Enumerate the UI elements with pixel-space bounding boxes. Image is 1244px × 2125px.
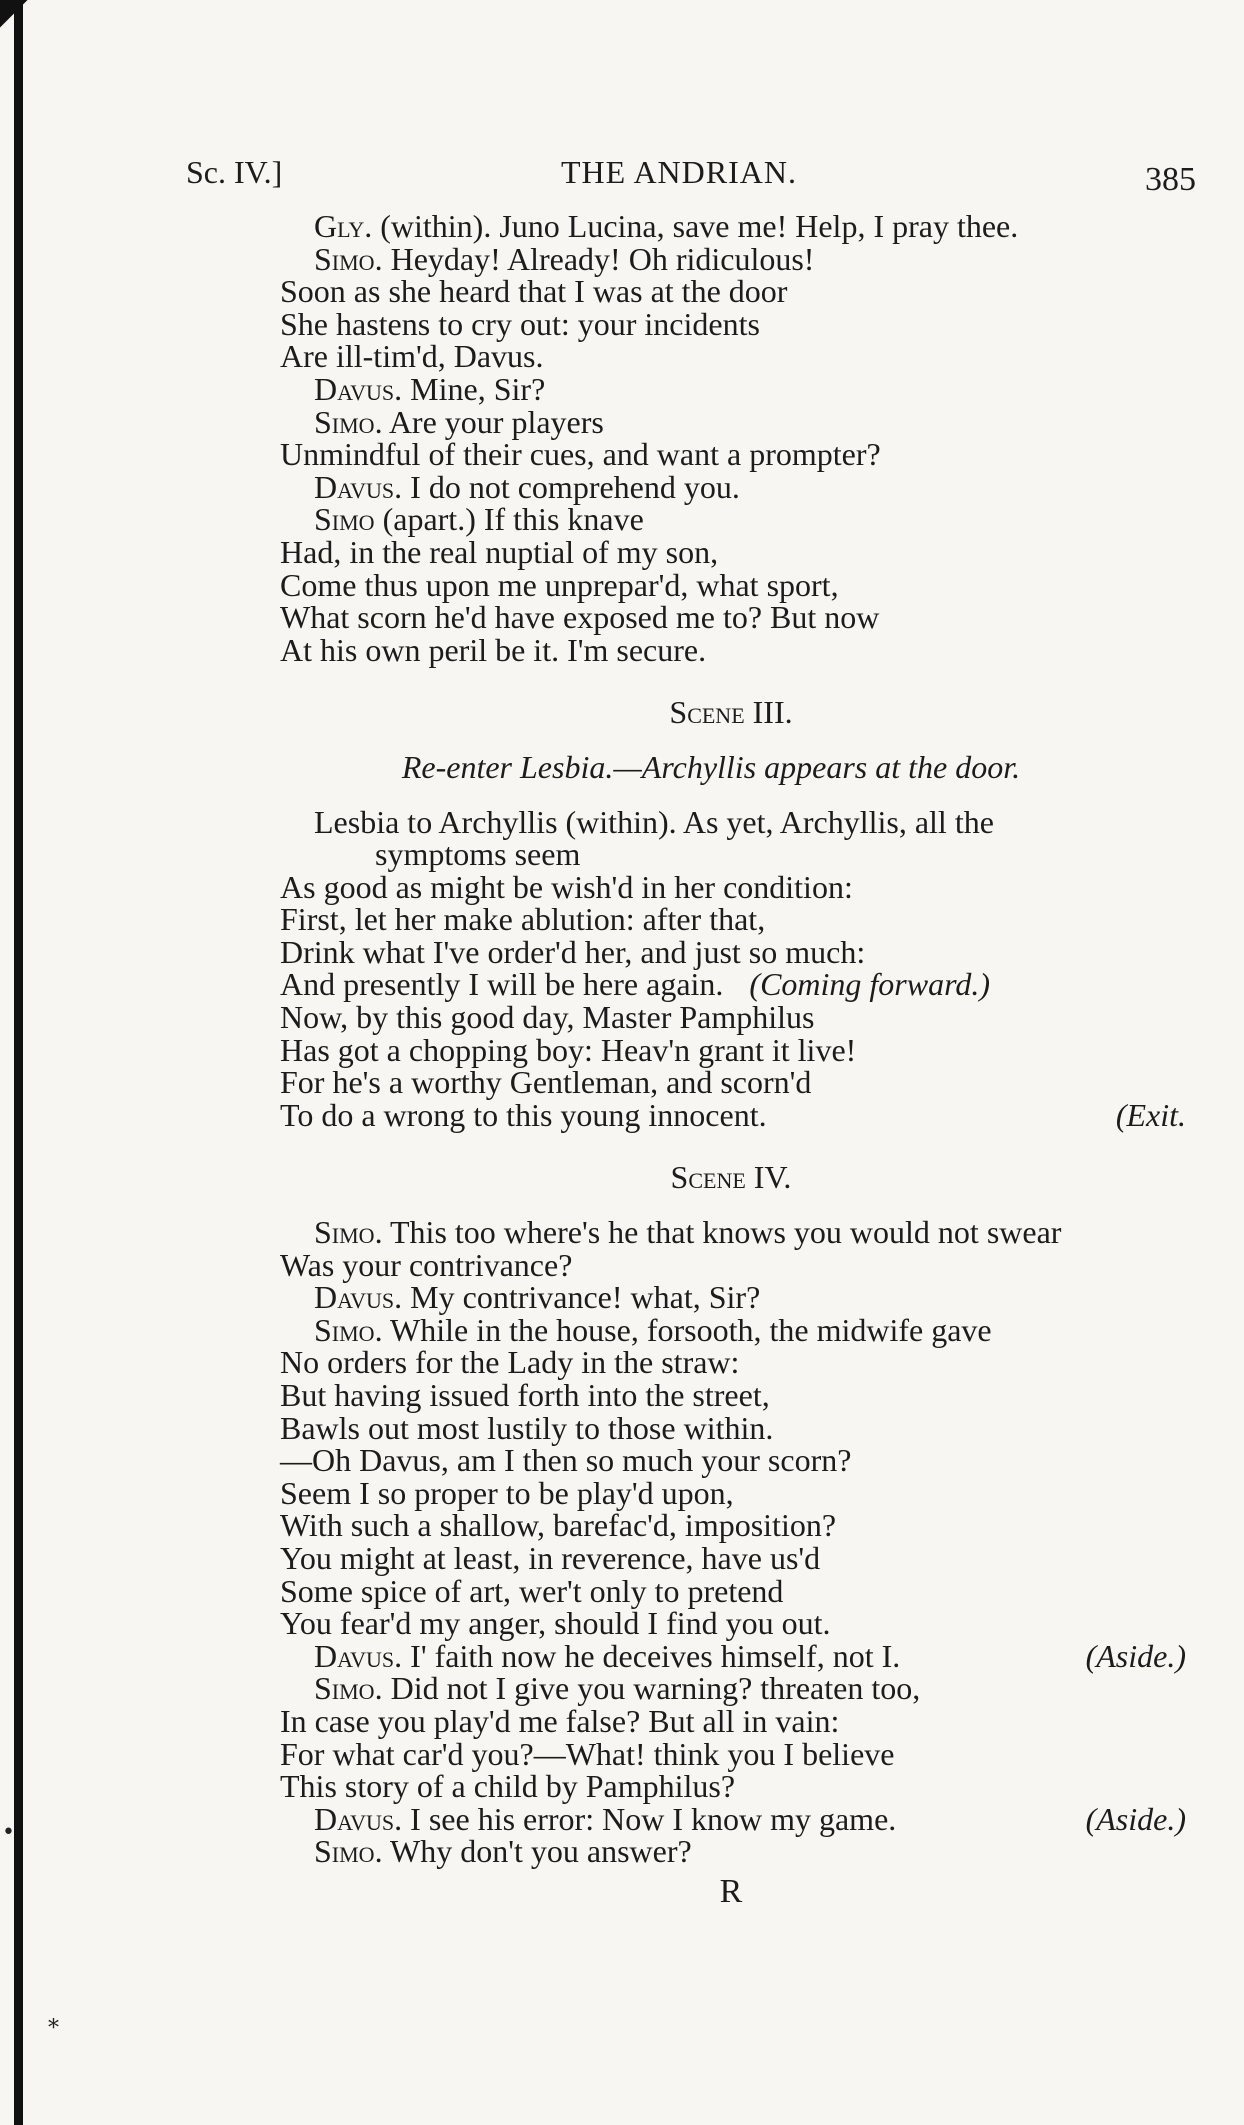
verse-line: Davus. I' faith now he deceives himself, not I. (Aside.) — [314, 1637, 1186, 1674]
verse-line: Was your contrivance? — [280, 1246, 573, 1283]
verse-line: Now, by this good day, Master Pamphilus — [280, 999, 815, 1036]
signature-mark: R — [719, 1872, 743, 1910]
stage-aside: (Aside.) — [1085, 1637, 1186, 1674]
verse-line: Are ill-tim'd, Davus. — [280, 338, 544, 375]
verse-line: As good as might be wish'd in her condition: — [280, 868, 853, 905]
verse-line: First, let her make ablution: after that, — [280, 901, 766, 938]
page-title: THE ANDRIAN. — [561, 154, 797, 190]
verse-line: Gly. (within). Juno Lucina, save me! Help, I pray thee. — [314, 208, 1019, 244]
verse-line: Had, in the real nuptial of my son, — [280, 533, 719, 570]
scene-4 — [186, 1159, 1196, 1870]
running-header — [186, 150, 1196, 210]
verse-line: Simo. While in the house, forsooth, the midwife gave — [314, 1311, 992, 1348]
verse-line: No orders for the Lady in the straw: — [280, 1344, 740, 1381]
verse-line: With such a shallow, barefac'd, imposition? — [280, 1507, 837, 1544]
verse-line: Simo. Heyday! Already! Oh ridiculous! — [314, 240, 815, 277]
stage-direction: Re-enter Lesbia.—Archyllis appears at the door. — [401, 748, 1021, 785]
verse-line: To do a wrong to this young innocent. (Exit. — [280, 1096, 1186, 1133]
verse-line: Come thus upon me unprepar'd, what sport, — [280, 566, 839, 603]
scene-heading: Scene IV. — [670, 1159, 792, 1196]
verse-line: You might at least, in reverence, have us'd — [280, 1539, 821, 1576]
scene-2-end — [186, 210, 1196, 666]
verse-line: For what car'd you?—What! think you I believe — [280, 1735, 895, 1772]
section-ref: Sc. IV.] — [186, 154, 283, 190]
verse-line: Simo (apart.) If this knave — [314, 501, 644, 538]
verse-line: This story of a child by Pamphilus? — [280, 1768, 736, 1805]
verse-line: Davus. I see his error: Now I know my game. (Aside.) — [314, 1800, 1186, 1837]
verse-line: Soon as she heard that I was at the door — [280, 273, 788, 310]
margin-mark: * — [48, 2016, 59, 2041]
verse-line: Simo. Are your players — [314, 403, 604, 440]
verse-line: And presently I will be here again. (Coming forward.) — [280, 966, 991, 1003]
verse-line: Some spice of art, wer't only to pretend — [280, 1572, 784, 1609]
verse-line: Simo. Why don't you answer? — [314, 1833, 692, 1870]
verse-line: Davus. I do not comprehend you. — [314, 468, 740, 505]
margin-mark: • — [2, 1820, 15, 1845]
verse-line: What scorn he'd have exposed me to? But now — [280, 599, 880, 636]
verse-line: Simo. This too where's he that knows you would not swear — [314, 1214, 1062, 1251]
verse-line: She hastens to cry out: your incidents — [280, 305, 760, 342]
verse-line: Unmindful of their cues, and want a prompter? — [280, 436, 881, 473]
verse-line: Seem I so proper to be play'd upon, — [280, 1474, 734, 1511]
stage-aside: (Aside.) — [1085, 1800, 1186, 1837]
page-number: 385 — [1145, 161, 1196, 198]
verse-line: Drink what I've order'd her, and just so much: — [280, 933, 866, 970]
verse-line: Lesbia to Archyllis (within). As yet, Archyllis, all the — [314, 803, 994, 840]
verse-line: Bawls out most lustily to those within. — [280, 1409, 774, 1446]
verse-line: —Oh Davus, am I then so much your scorn? — [280, 1442, 852, 1479]
verse-line: Davus. Mine, Sir? — [314, 370, 546, 407]
stage-aside: (Coming forward.) — [749, 966, 991, 1003]
book-binding-edge — [14, 0, 23, 2125]
verse-line: Simo. Did not I give you warning? threaten too, — [314, 1670, 921, 1707]
scene-heading: Scene III. — [669, 694, 793, 731]
verse-line: You fear'd my anger, should I find you out. — [280, 1605, 831, 1642]
verse-line: At his own peril be it. I'm secure. — [280, 631, 707, 668]
page-body — [186, 150, 1196, 1909]
binding-corner — [0, 0, 40, 28]
verse-line: Has got a chopping boy: Heav'n grant it live! — [280, 1031, 857, 1068]
stage-exit: (Exit. — [1115, 1096, 1186, 1133]
verse-line: For he's a worthy Gentleman, and scorn'd — [280, 1064, 812, 1101]
verse-line: Davus. My contrivance! what, Sir? — [314, 1279, 761, 1316]
verse-line: But having issued forth into the street, — [280, 1377, 770, 1413]
verse-line: symptoms seem — [375, 836, 581, 873]
verse-line: In case you play'd me false? But all in vain: — [280, 1702, 840, 1739]
scene-3 — [186, 696, 1196, 1131]
